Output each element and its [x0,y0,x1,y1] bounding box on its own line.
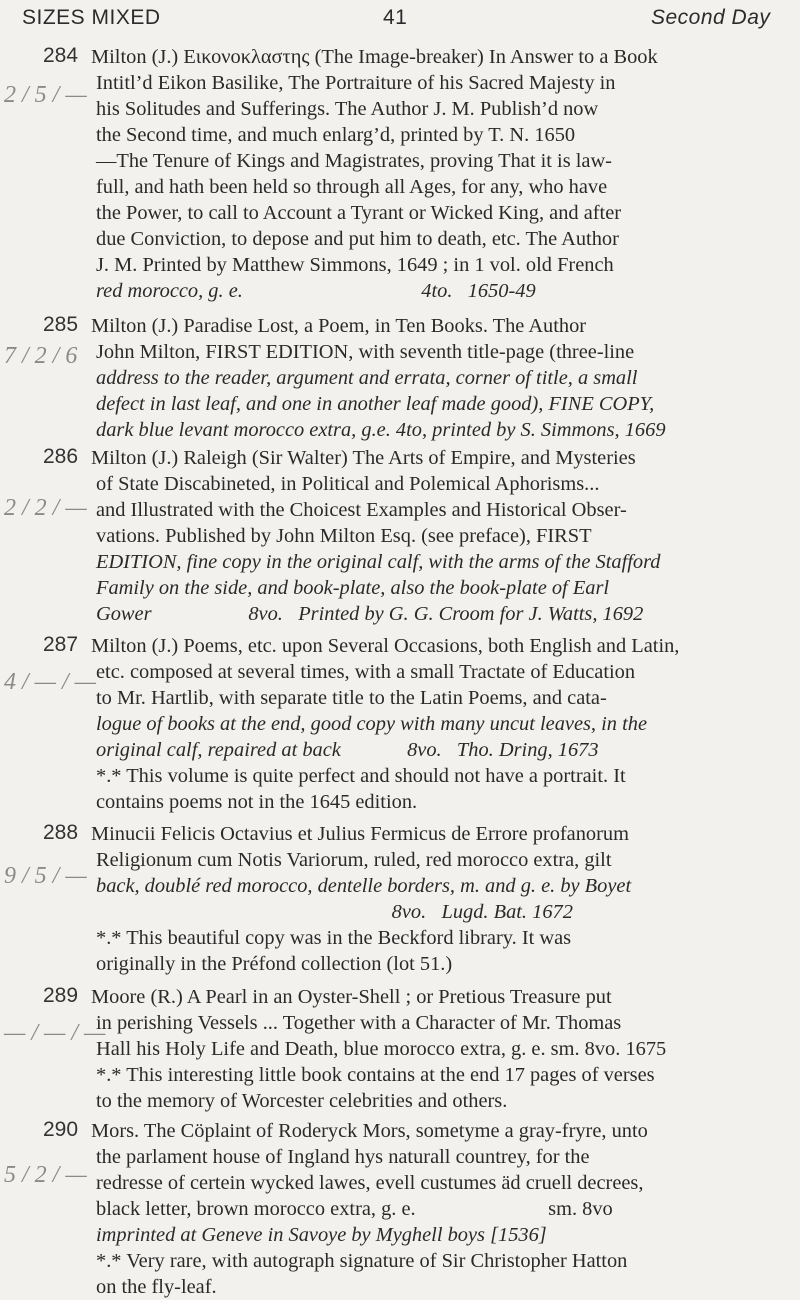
handwritten-price: 7 / 2 / 6 [4,343,78,369]
lot-description [91,445,791,627]
lot-line: the Second time, and much enlarg’d, printed by T. N. 1650 [96,124,576,146]
handwritten-price: 5 / 2 / — [4,1162,87,1188]
lot-description [91,313,791,443]
lot-line: John Milton, FIRST EDITION, with seventh title-page (three-line [96,341,635,363]
lot-note: *.* This beautiful copy was in the Beckford library. It was [96,927,572,949]
lot-note: *.* Very rare, with autograph signature of Sir Christopher Hatton [96,1250,628,1272]
lot-line: Milton (J.) Paradise Lost, a Poem, in Ten Books. The Author [91,315,587,337]
lot-line: Minucii Felicis Octavius et Julius Fermicus de Errore profanorum [91,823,629,845]
page-number: 41 [383,6,408,29]
lot-line: Moore (R.) A Pearl in an Oyster-Shell ; or Pretious Treasure put [91,986,612,1008]
handwritten-price: — / — / — [4,1020,106,1046]
lot-line: redresse of certein wycked lawes, evell custumes äd cruell decrees, [96,1172,644,1194]
lot-line: Intitl’d Eikon Basilike, The Portraiture of his Sacred Majesty in [96,72,616,94]
lot-line: defect in last leaf, and one in another leaf made good), FINE COPY, [96,393,655,415]
lot-number: 287 [43,633,79,656]
lot-note: contains poems not in the 1645 edition. [96,791,418,813]
lot-description [91,984,791,1114]
lot-line: Hall his Holy Life and Death, blue morocco extra, g. e. sm. 8vo. 1675 [96,1038,667,1060]
lot-note: to the memory of Worcester celebrities and others. [96,1090,508,1112]
lot-line: —The Tenure of Kings and Magistrates, proving That it is law- [96,150,612,172]
lot-description [91,44,791,304]
lot-line: Family on the side, and book-plate, also the book-plate of Earl [96,577,610,599]
lot-line: vations. Published by John Milton Esq. (see preface), FIRST [96,525,592,547]
lot-line: EDITION, fine copy in the original calf, with the arms of the Stafford [96,551,661,573]
header-day: Second Day [651,6,771,29]
lot-description [91,633,791,815]
lot-number: 288 [43,821,79,844]
lot-line: the parlament house of Ingland hys naturall countrey, for the [96,1146,590,1168]
lot-note: originally in the Préfond collection (lot 51.) [96,953,453,975]
handwritten-price: 4 / — / — [4,669,97,695]
handwritten-price: 2 / 2 / — [4,495,87,521]
lot-line: back, doublé red morocco, dentelle borders, m. and g. e. by Boyet [96,875,632,897]
lot-line: full, and hath been held so through all Ages, for any, who have [96,176,608,198]
lot-number: 285 [43,313,79,336]
lot-description [91,1118,791,1300]
lot-line: black letter, brown morocco extra, g. e. sm. 8vo [96,1198,613,1220]
lot-line: and Illustrated with the Choicest Examples and Historical Obser- [96,499,627,521]
lot-note: on the fly-leaf. [96,1276,217,1298]
lot-line: etc. composed at several times, with a small Tractate of Education [96,661,636,683]
lot-number: 286 [43,445,79,468]
lot-number: 289 [43,984,79,1007]
lot-line: J. M. Printed by Matthew Simmons, 1649 ; in 1 vol. old French [96,254,614,276]
lot-line: in perishing Vessels ... Together with a Character of Mr. Thomas [96,1012,622,1034]
lot-line: red morocco, g. e. 4to. 1650-49 [96,280,536,302]
lot-number: 290 [43,1118,79,1141]
header-section-title: SIZES MIXED [22,6,161,29]
lot-line: of State Discabineted, in Political and Polemical Aphorisms... [96,473,600,495]
lot-note: *.* This interesting little book contains at the end 17 pages of verses [96,1064,655,1086]
lot-line: address to the reader, argument and errata, corner of title, a small [96,367,638,389]
lot-line: dark blue levant morocco extra, g.e. 4to, printed by S. Simmons, 1669 [96,419,666,441]
running-header [0,2,800,32]
lot-line: logue of books at the end, good copy with many uncut leaves, in the [96,713,647,735]
lot-line: Religionum cum Notis Variorum, ruled, red morocco extra, gilt [96,849,612,871]
lot-line: original calf, repaired at back 8vo. Tho. Dring, 1673 [96,739,599,761]
lot-line: Milton (J.) Εικονοκλαστης (The Image-breaker) In Answer to a Book [91,46,658,68]
lot-line: Milton (J.) Raleigh (Sir Walter) The Arts of Empire, and Mysteries [91,447,636,469]
lot-line: the Power, to call to Account a Tyrant or Wicked King, and after [96,202,622,224]
lot-line: imprinted at Geneve in Savoye by Myghell boys [1536] [96,1224,547,1246]
handwritten-price: 2 / 5 / — [4,82,87,108]
lot-line: 8vo. Lugd. Bat. 1672 [96,901,573,923]
lot-line: his Solitudes and Sufferings. The Author J. M. Publish’d now [96,98,599,120]
handwritten-price: 9 / 5 / — [4,863,87,889]
lot-line: Mors. The Cöplaint of Roderyck Mors, sometyme a gray-fryre, unto [91,1120,648,1142]
lot-line: to Mr. Hartlib, with separate title to the Latin Poems, and cata- [96,687,607,709]
lot-number: 284 [43,44,79,67]
lot-note: *.* This volume is quite perfect and should not have a portrait. It [96,765,626,787]
lot-line: Gower 8vo. Printed by G. G. Croom for J. Watts, 1692 [96,603,644,625]
lot-description [91,821,791,977]
lot-line: Milton (J.) Poems, etc. upon Several Occasions, both English and Latin, [91,635,680,657]
lot-line: due Conviction, to depose and put him to death, etc. The Author [96,228,619,250]
